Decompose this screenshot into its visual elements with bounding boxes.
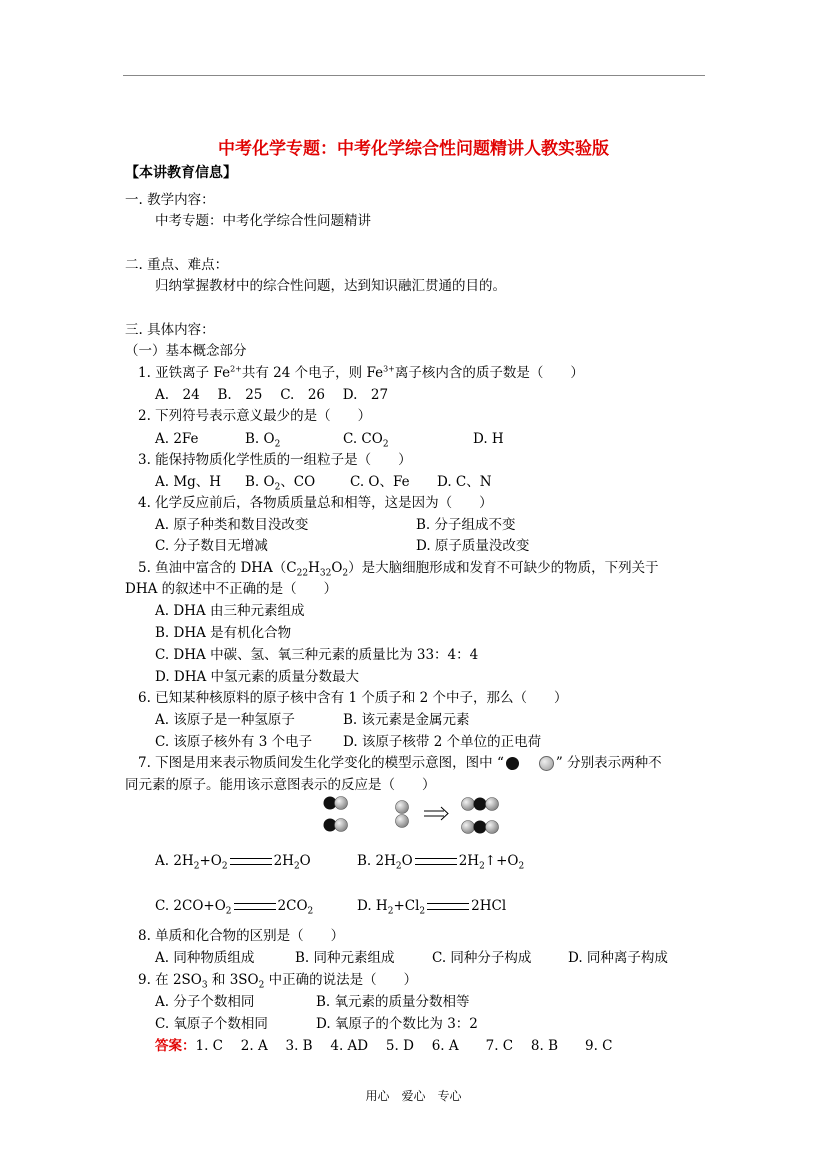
- q7-option-c: C. $2CO+O_2$ $2CO_2$: [155, 898, 314, 917]
- q9-option-d: D. 氧原子的个数比为 3：2: [316, 1016, 478, 1032]
- part3-heading: 三. 具体内容：: [125, 322, 215, 338]
- equals-sign-icon: [415, 858, 457, 865]
- q3-option-d: D. C、N: [437, 474, 492, 490]
- q3-option-b: B. $O_2$、CO: [245, 474, 316, 493]
- header-rule: [123, 75, 705, 76]
- q2-option-a: A. 2Fe: [155, 431, 199, 447]
- q8-option-a: A. 同种物质组成: [155, 950, 255, 966]
- q5-option-c: C. DHA 中碳、氢、氧三种元素的质量比为 33：4：4: [155, 647, 479, 663]
- q8-option-b: B. 同种元素组成: [295, 950, 395, 966]
- page-title: 中考化学专题：中考化学综合性问题精讲人教实验版: [218, 139, 609, 159]
- q6-option-c: C. 该原子核外有 3 个电子: [155, 734, 313, 750]
- q2-option-b: B. $O_2$: [245, 431, 281, 450]
- answer-label: 答案：: [155, 1038, 196, 1054]
- q6-option-a: A. 该原子是一种氢原子: [155, 712, 295, 728]
- part1-heading: 一. 教学内容：: [125, 192, 215, 208]
- q5-option-d: D. DHA 中氢元素的质量分数最大: [155, 669, 360, 685]
- q5-option-a: A. DHA 由三种元素组成: [155, 603, 305, 619]
- reactant-molecule-1: [324, 797, 348, 810]
- q4-option-d: D. 原子质量没改变: [416, 538, 530, 554]
- q6-option-d: D. 该原子核带 2 个单位的正电荷: [343, 734, 542, 750]
- section-header: 【本讲教育信息】: [125, 165, 237, 181]
- q7-option-a: A. $2H_2+O_2$ $2H_2O$: [155, 853, 311, 872]
- equals-sign-icon: [234, 903, 276, 910]
- q9-option-c: C. 氧原子个数相同: [155, 1016, 268, 1032]
- equals-sign-icon: [230, 858, 272, 865]
- q7-option-b: B. $2H_2O$ $2H_2↑+O_2$: [357, 853, 525, 872]
- q6-stem: 6. 已知某种核原料的原子核中含有 1 个质子和 2 个中子，那么（ ）: [138, 690, 568, 706]
- q3-stem: 3. 能保持物质化学性质的一组粒子是（ ）: [138, 452, 412, 468]
- reaction-model-diagram: [320, 795, 510, 841]
- q4-option-b: B. 分子组成不变: [416, 517, 516, 533]
- q8-stem: 8. 单质和化合物的区别是（ ）: [138, 928, 345, 944]
- page-footer: 用心 爱心 专心: [365, 1089, 462, 1103]
- q1-stem: 1. 亚铁离子 $Fe^{2+}$共有 24 个电子，则 $Fe^{3+}$离子核内含的质子数是（ ）: [138, 364, 584, 381]
- dark-atom-icon: [506, 757, 519, 770]
- answer-values: 1. C 2. A 3. B 4. AD 5. D 6. A 7. C 8. B 9. C: [195, 1038, 613, 1054]
- equals-sign-icon: [427, 903, 469, 910]
- product-molecule-2: [462, 821, 499, 834]
- part2-text: 归纳掌握教材中的综合性问题，达到知识融汇贯通的目的。: [155, 278, 506, 294]
- q1-options: A. 24 B. 25 C. 26 D. 27: [155, 387, 389, 403]
- q5-option-b: B. DHA 是有机化合物: [155, 625, 292, 641]
- product-molecule-1: [462, 798, 499, 811]
- q6-option-b: B. 该元素是金属元素: [343, 712, 470, 728]
- reaction-arrow-icon: [424, 807, 448, 820]
- q2-stem: 2. 下列符号表示意义最少的是（ ）: [138, 408, 372, 424]
- reactant-molecule-2: [324, 819, 348, 832]
- part2-heading: 二. 重点、难点：: [125, 257, 229, 273]
- q8-option-c: C. 同种分子构成: [432, 950, 532, 966]
- q2-option-d: D. H: [473, 431, 504, 447]
- q9-stem: 9. 在 $2SO_3$ 和 $3SO_2$ 中正确的说法是（ ）: [138, 972, 418, 991]
- q4-option-c: C. 分子数目无增减: [155, 538, 268, 554]
- reactant-molecule-3: [396, 801, 409, 828]
- q4-option-a: A. 原子种类和数目没改变: [155, 517, 309, 533]
- q5-stem: 5. 鱼油中富含的 $DHA(C_{22}H_{32}O_2)$是大脑细胞形成和发育不可缺少的物质，下列关于: [138, 560, 659, 579]
- q7-stem: 7. 下图是用来表示物质间发生化学变化的模型示意图，图中 “ ” 分别表示两种不: [138, 755, 662, 771]
- q3-option-a: A. Mg、H: [155, 474, 222, 490]
- q9-option-b: B. 氧元素的质量分数相等: [316, 994, 470, 1010]
- q8-option-d: D. 同种离子构成: [568, 950, 668, 966]
- light-atom-icon: [539, 756, 554, 771]
- q7-option-d: D. $H_2+Cl_2$ 2HCl: [357, 898, 507, 917]
- q7-stem-line2: 同元素的原子。能用该示意图表示的反应是（ ）: [125, 777, 436, 793]
- part3-sub: （一）基本概念部分: [125, 343, 247, 359]
- q3-option-c: C. O、Fe: [350, 474, 410, 490]
- q9-option-a: A. 分子个数相同: [155, 994, 255, 1010]
- part1-text: 中考专题：中考化学综合性问题精讲: [155, 213, 371, 229]
- q4-stem: 4. 化学反应前后，各物质质量总和相等，这是因为（ ）: [138, 495, 493, 511]
- q5-stem-line2: DHA 的叙述中不正确的是（ ）: [125, 581, 338, 597]
- q2-option-c: C. $CO_2$: [343, 431, 389, 450]
- answer-key: [155, 1037, 613, 1055]
